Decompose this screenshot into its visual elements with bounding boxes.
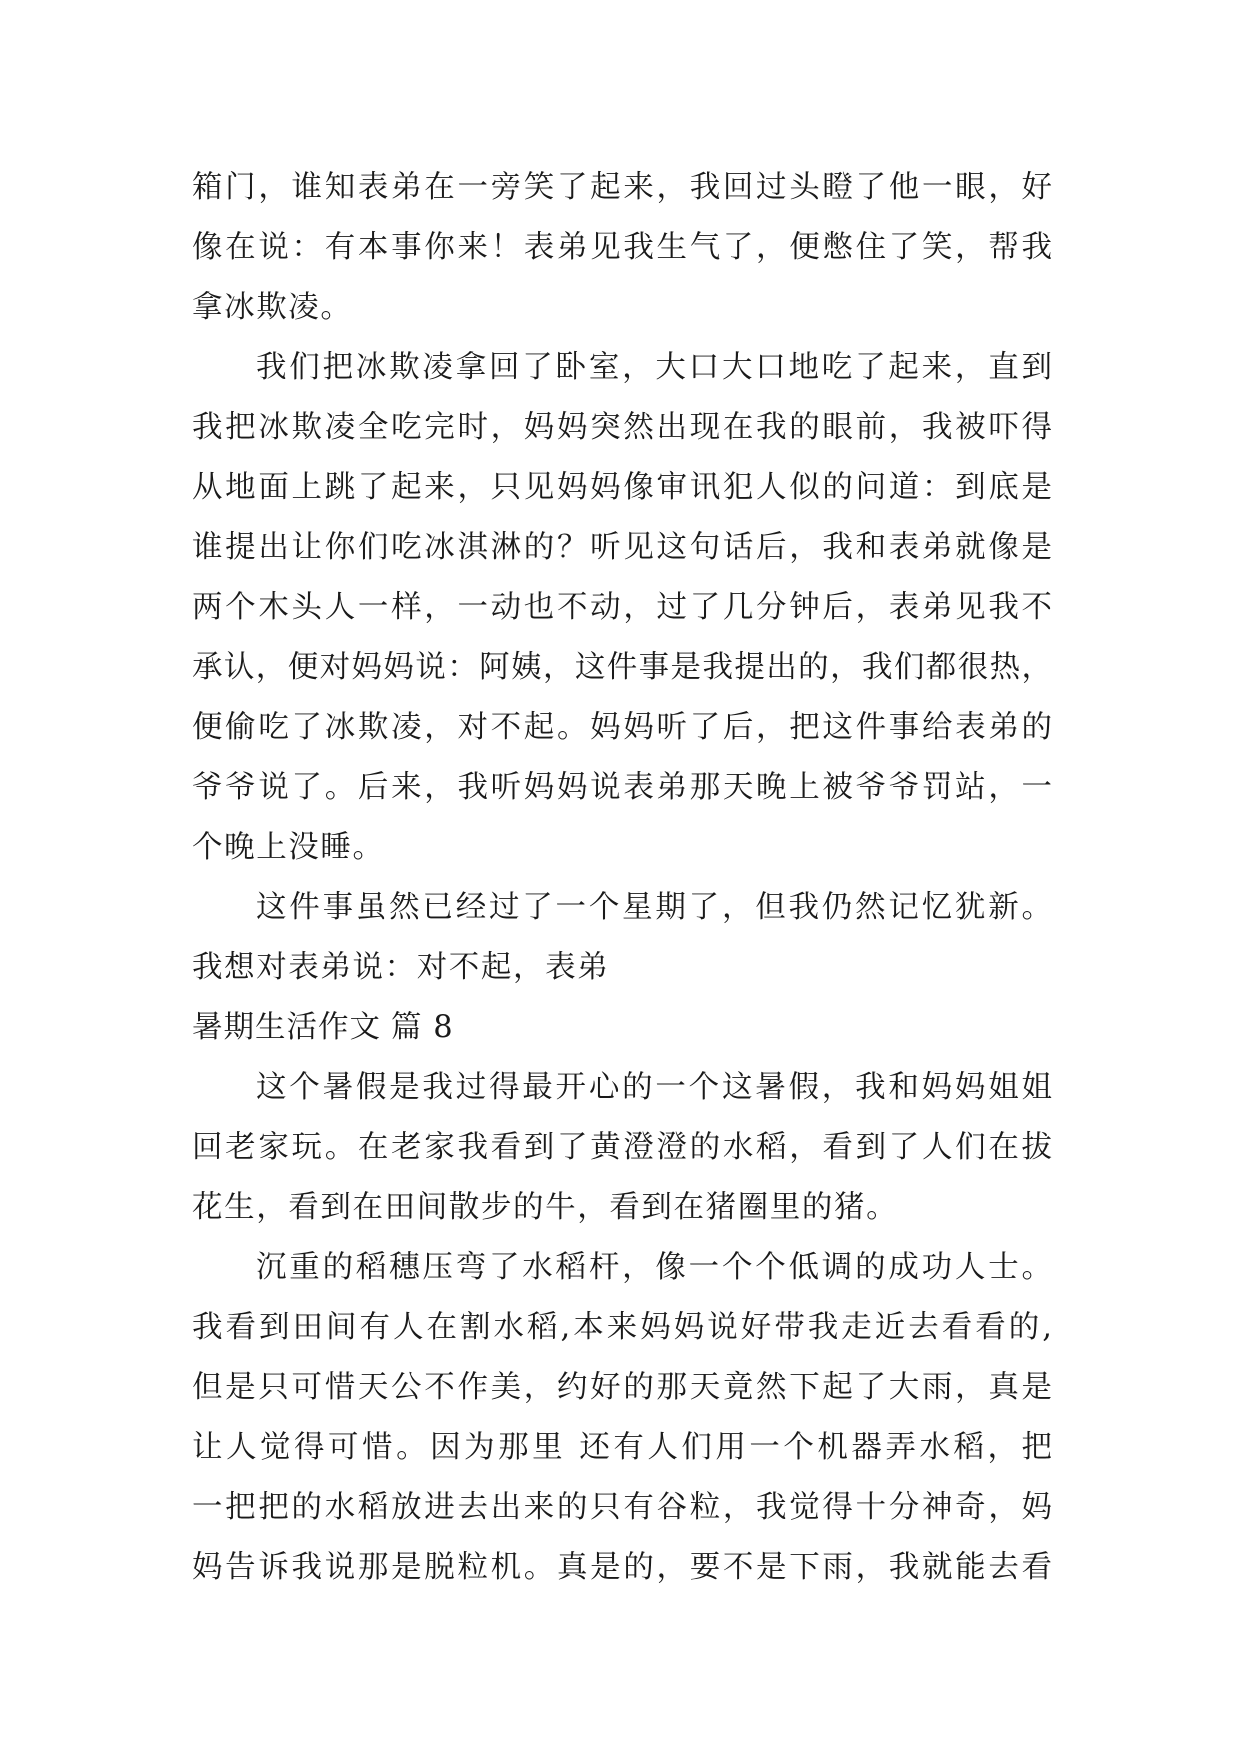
text-line: 爷爷说了。后来，我听妈妈说表弟那天晚上被爷爷罚站，一 xyxy=(192,770,1052,805)
text-line: 便偷吃了冰欺凌，对不起。妈妈听了后，把这件事给表弟的 xyxy=(192,710,1052,745)
text-line: 花生，看到在田间散步的牛，看到在猪圈里的猪。 xyxy=(192,1190,899,1225)
text-line: 回老家玩。在老家我看到了黄澄澄的水稻，看到了人们在拔 xyxy=(192,1130,1052,1165)
paragraph xyxy=(192,1238,1052,1598)
paragraph xyxy=(192,1058,1052,1238)
text-line: 承认，便对妈妈说：阿姨，这件事是我提出的，我们都很热， xyxy=(192,650,1052,685)
text-line: 这个暑假是我过得最开心的一个这暑假，我和妈妈姐姐 xyxy=(256,1070,1052,1105)
text-line: 我想对表弟说：对不起，表弟 xyxy=(192,950,610,985)
paragraph xyxy=(192,338,1052,878)
paragraph xyxy=(192,878,1052,998)
text-line: 妈告诉我说那是脱粒机。真是的，要不是下雨，我就能去看 xyxy=(192,1550,1052,1585)
text-line: 一把把的水稻放进去出来的只有谷粒，我觉得十分神奇，妈 xyxy=(192,1490,1052,1525)
text-line: 两个木头人一样，一动也不动，过了几分钟后，表弟见我不 xyxy=(192,590,1052,625)
heading-title: 暑期生活作文 xyxy=(192,1010,381,1045)
text-line: 我把冰欺凌全吃完时，妈妈突然出现在我的眼前，我被吓得 xyxy=(192,410,1052,445)
text-line: 让人觉得可惜。因为那里 还有人们用一个机器弄水稻，把 xyxy=(192,1430,1052,1465)
text-line: 沉重的稻穗压弯了水稻杆，像一个个低调的成功人士。 xyxy=(256,1250,1052,1285)
text-line: 我们把冰欺凌拿回了卧室，大口大口地吃了起来，直到 xyxy=(256,350,1052,385)
text-line: 从地面上跳了起来，只见妈妈像审讯犯人似的问道：到底是 xyxy=(192,470,1052,505)
text-line: 这件事虽然已经过了一个星期了，但我仍然记忆犹新。 xyxy=(256,890,1052,925)
text-line: 个晚上没睡。 xyxy=(192,830,385,865)
text-line: 拿冰欺凌。 xyxy=(192,290,353,325)
section-heading xyxy=(192,998,1052,1058)
paragraph xyxy=(192,158,1052,338)
text-line: 箱门，谁知表弟在一旁笑了起来，我回过头瞪了他一眼，好 xyxy=(192,170,1052,205)
heading-number: 篇 8 xyxy=(391,1010,454,1045)
text-line: 像在说：有本事你来！表弟见我生气了，便憋住了笑，帮我 xyxy=(192,230,1052,265)
text-line: 我看到田间有人在割水稻,本来妈妈说好带我走近去看看的, xyxy=(192,1310,1052,1345)
text-line: 谁提出让你们吃冰淇淋的？听见这句话后，我和表弟就像是 xyxy=(192,530,1052,565)
text-line: 但是只可惜天公不作美，约好的那天竟然下起了大雨，真是 xyxy=(192,1370,1052,1405)
document-page xyxy=(192,158,1052,1598)
